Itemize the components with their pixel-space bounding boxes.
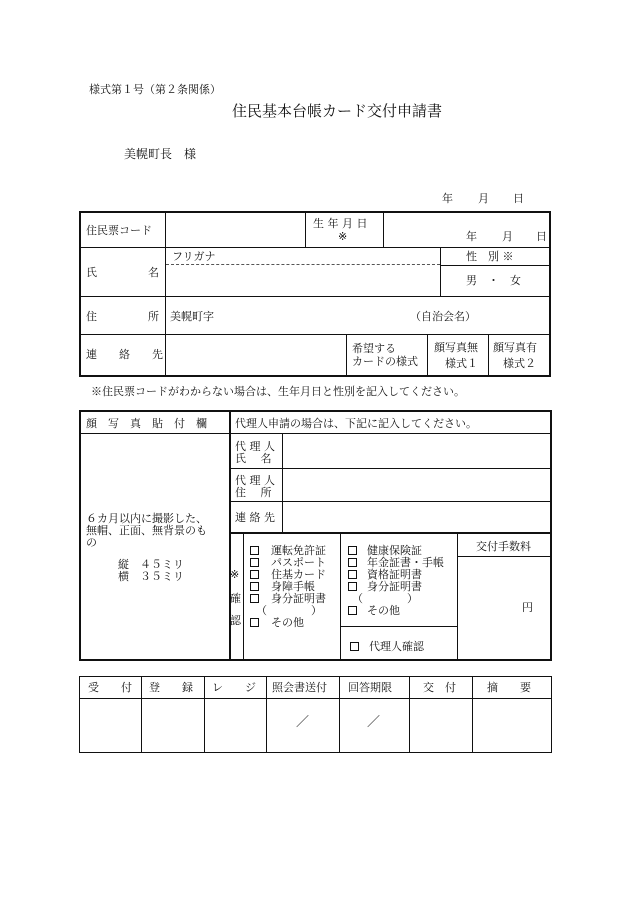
photo-desc-line3: の xyxy=(86,536,97,549)
id-checklist-right xyxy=(348,545,444,617)
checklist-item[interactable]: 身障手帳 xyxy=(250,581,326,593)
name-field[interactable] xyxy=(166,265,440,296)
gender-label: 性 別 ※ xyxy=(466,250,514,263)
proxy-contact-field[interactable] xyxy=(283,502,551,532)
checkbox-icon[interactable] xyxy=(250,594,259,603)
checklist-paren[interactable]: （ ） xyxy=(352,592,418,605)
fee-unit: 円 xyxy=(522,601,533,614)
office-header-inquiry: 照会書送付 xyxy=(272,681,327,694)
card-style-1-line1[interactable]: 顔写真無 xyxy=(434,341,478,354)
checklist-item[interactable]: その他 xyxy=(250,617,326,629)
photo-header: 顔 写 真 貼 付 欄 xyxy=(86,417,207,430)
date-year-label: 年 xyxy=(442,192,453,205)
proxy-name-label-1: 代 理 人 xyxy=(235,440,275,453)
verification-label-1: 確 xyxy=(230,592,241,605)
office-header-issue: 交 付 xyxy=(423,681,456,694)
checkbox-icon[interactable] xyxy=(348,558,357,567)
checkbox-icon[interactable] xyxy=(348,570,357,579)
birth-day-label: 日 xyxy=(536,230,547,243)
form-number: 様式第１号（第２条関係） xyxy=(89,83,221,96)
checkbox-icon[interactable] xyxy=(350,642,359,651)
checklist-item[interactable]: パスポート xyxy=(250,557,326,569)
checkbox-icon[interactable] xyxy=(348,606,357,615)
checklist-item[interactable]: その他 xyxy=(348,605,444,617)
birth-month-label: 月 xyxy=(502,230,513,243)
name-label-1: 氏 xyxy=(86,266,97,279)
photo-desc-line2: 無帽、正面、無背景のも xyxy=(86,524,207,537)
checklist-item[interactable]: 運転免許証 xyxy=(250,545,326,557)
address-prefix: 美幌町字 xyxy=(170,310,214,323)
page-title: 住民基本台帳カード交付申請書 xyxy=(232,102,443,120)
resident-code-label: 住民票コード xyxy=(86,224,152,237)
birthdate-required-mark: ※ xyxy=(338,230,348,243)
checkbox-icon[interactable] xyxy=(250,582,259,591)
checkbox-icon[interactable] xyxy=(250,546,259,555)
proxy-address-label-1: 代 理 人 xyxy=(235,474,275,487)
office-header-register: レ ジ xyxy=(212,681,256,694)
birth-year-label: 年 xyxy=(466,230,477,243)
checklist-item[interactable]: 住基カード xyxy=(250,569,326,581)
checklist-item[interactable]: 資格証明書 xyxy=(348,569,444,581)
date-month-label: 月 xyxy=(478,192,489,205)
neighborhood-assoc-label: （自治会名） xyxy=(410,310,476,323)
checkbox-icon[interactable] xyxy=(348,546,357,555)
card-style-2-line2[interactable]: 様式２ xyxy=(503,357,536,370)
proxy-name-label-2: 氏 名 xyxy=(235,452,272,465)
checklist-paren[interactable]: （ ） xyxy=(256,604,322,617)
deadline-date-slash: ／ xyxy=(367,715,381,730)
inquiry-date-slash: ／ xyxy=(296,715,310,730)
checklist-item[interactable]: 年金証書・手帳 xyxy=(348,557,444,569)
proxy-name-field[interactable] xyxy=(283,434,551,468)
checkbox-icon[interactable] xyxy=(348,582,357,591)
name-label-2: 名 xyxy=(148,266,159,279)
checklist-item[interactable]: 身分証明書 xyxy=(250,593,326,605)
checkbox-icon[interactable] xyxy=(250,618,259,627)
photo-size-horizontal: 横 ３５ミリ xyxy=(118,570,184,583)
office-header-remarks: 摘 要 xyxy=(487,681,531,694)
gender-options[interactable]: 男 ・ 女 xyxy=(466,274,521,287)
office-header-registration: 登 録 xyxy=(149,681,193,694)
card-style-2-line1[interactable]: 顔写真有 xyxy=(493,341,537,354)
date-day-label: 日 xyxy=(513,192,524,205)
contact-label: 連 絡 先 xyxy=(86,348,163,361)
photo-size-vertical: 縦 ４５ミリ xyxy=(118,558,184,571)
proxy-contact-label: 連 絡 先 xyxy=(235,511,275,524)
birthdate-label: 生 年 月 日 xyxy=(313,217,368,230)
proxy-confirm[interactable]: 代理人確認 xyxy=(350,638,424,654)
proxy-header: 代理人申請の場合は、下記に記入してください。 xyxy=(235,417,477,430)
card-style-label-1: 希望する xyxy=(352,342,396,355)
proxy-address-field[interactable] xyxy=(283,469,551,501)
verification-mark: ※ xyxy=(230,568,240,581)
note: ※住民票コードがわからない場合は、生年月日と性別を記入してください。 xyxy=(91,385,465,398)
checklist-item[interactable]: 身分証明書 xyxy=(348,581,444,593)
addressee: 美幌町長 様 xyxy=(124,147,197,161)
card-style-1-line2[interactable]: 様式１ xyxy=(445,357,478,370)
checklist-item[interactable]: 健康保険証 xyxy=(348,545,444,557)
contact-field[interactable] xyxy=(166,335,346,376)
checkbox-icon[interactable] xyxy=(250,558,259,567)
address-label-1: 住 xyxy=(86,310,97,323)
fee-amount-field[interactable] xyxy=(458,557,518,660)
id-checklist-left xyxy=(250,545,326,629)
furigana-label: フリガナ xyxy=(172,250,216,263)
proxy-address-label-2: 住 所 xyxy=(235,486,272,499)
card-style-label-2: カードの様式 xyxy=(352,355,418,368)
photo-paste-area[interactable] xyxy=(81,434,229,660)
birthdate-field[interactable] xyxy=(384,212,550,247)
address-label-2: 所 xyxy=(148,310,159,323)
fee-label: 交付手数料 xyxy=(476,540,531,553)
office-header-receipt: 受 付 xyxy=(88,681,132,694)
office-header-deadline: 回答期限 xyxy=(348,681,392,694)
verification-label-2: 認 xyxy=(230,614,241,627)
resident-code-field[interactable] xyxy=(166,212,305,247)
checkbox-icon[interactable] xyxy=(250,570,259,579)
photo-desc-line1: ６カ月以内に撮影した、 xyxy=(86,512,207,525)
